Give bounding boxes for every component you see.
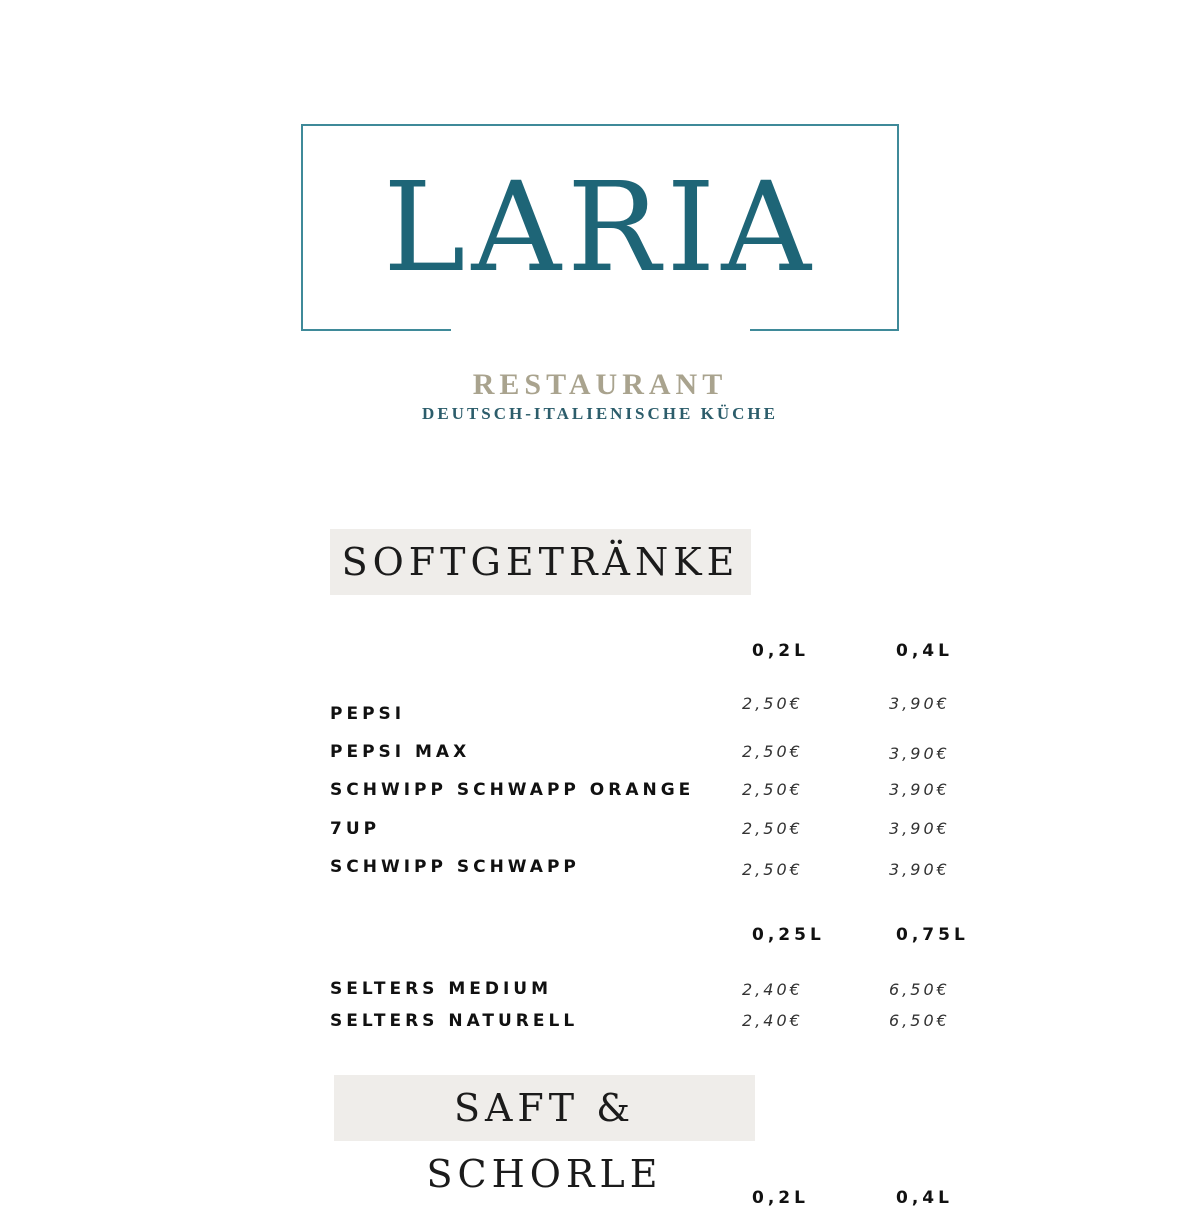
menu-item-price: 3,90€ <box>889 860 950 879</box>
logo <box>301 124 899 332</box>
cuisine-tagline: DEUTSCH-ITALIENISCHE KÜCHE <box>422 404 778 423</box>
menu-item-price: 6,50€ <box>889 980 950 999</box>
menu-item-price: 2,50€ <box>742 694 803 713</box>
menu-item-name: PEPSI <box>330 704 406 724</box>
size-header: 0,25L <box>752 925 825 945</box>
menu-item-price: 2,40€ <box>742 1011 803 1030</box>
section-title-saft-schorle: SAFT & SCHORLE <box>334 1075 755 1141</box>
size-header: 0,2L <box>752 1188 809 1208</box>
menu-item-price: 2,40€ <box>742 980 803 999</box>
menu-item-name: SELTERS NATURELL <box>330 1011 579 1031</box>
menu-item-price: 2,50€ <box>742 819 803 838</box>
size-header: 0,75L <box>896 925 969 945</box>
menu-item-name: PEPSI MAX <box>330 742 471 762</box>
menu-item-name: SCHWIPP SCHWAPP <box>330 857 580 877</box>
section-title-softgetraenke: SOFTGETRÄNKE <box>330 529 751 595</box>
menu-item-price: 2,50€ <box>742 742 803 761</box>
menu-item-price: 2,50€ <box>742 780 803 799</box>
menu-item-price: 3,90€ <box>889 819 950 838</box>
menu-item-price: 2,50€ <box>742 860 803 879</box>
size-header: 0,4L <box>896 1188 953 1208</box>
restaurant-subtitle: RESTAURANT <box>472 368 728 401</box>
menu-item-name: SELTERS MEDIUM <box>330 979 553 999</box>
size-header: 0,2L <box>752 641 809 661</box>
menu-item-price: 6,50€ <box>889 1011 950 1030</box>
menu-item-price: 3,90€ <box>889 744 950 763</box>
size-header: 0,4L <box>896 641 953 661</box>
menu-item-price: 3,90€ <box>889 694 950 713</box>
logo-text: LARIA <box>383 156 817 300</box>
menu-item-name: 7UP <box>330 819 381 839</box>
menu-item-price: 3,90€ <box>889 780 950 799</box>
menu-item-name: SCHWIPP SCHWAPP ORANGE <box>330 780 695 800</box>
